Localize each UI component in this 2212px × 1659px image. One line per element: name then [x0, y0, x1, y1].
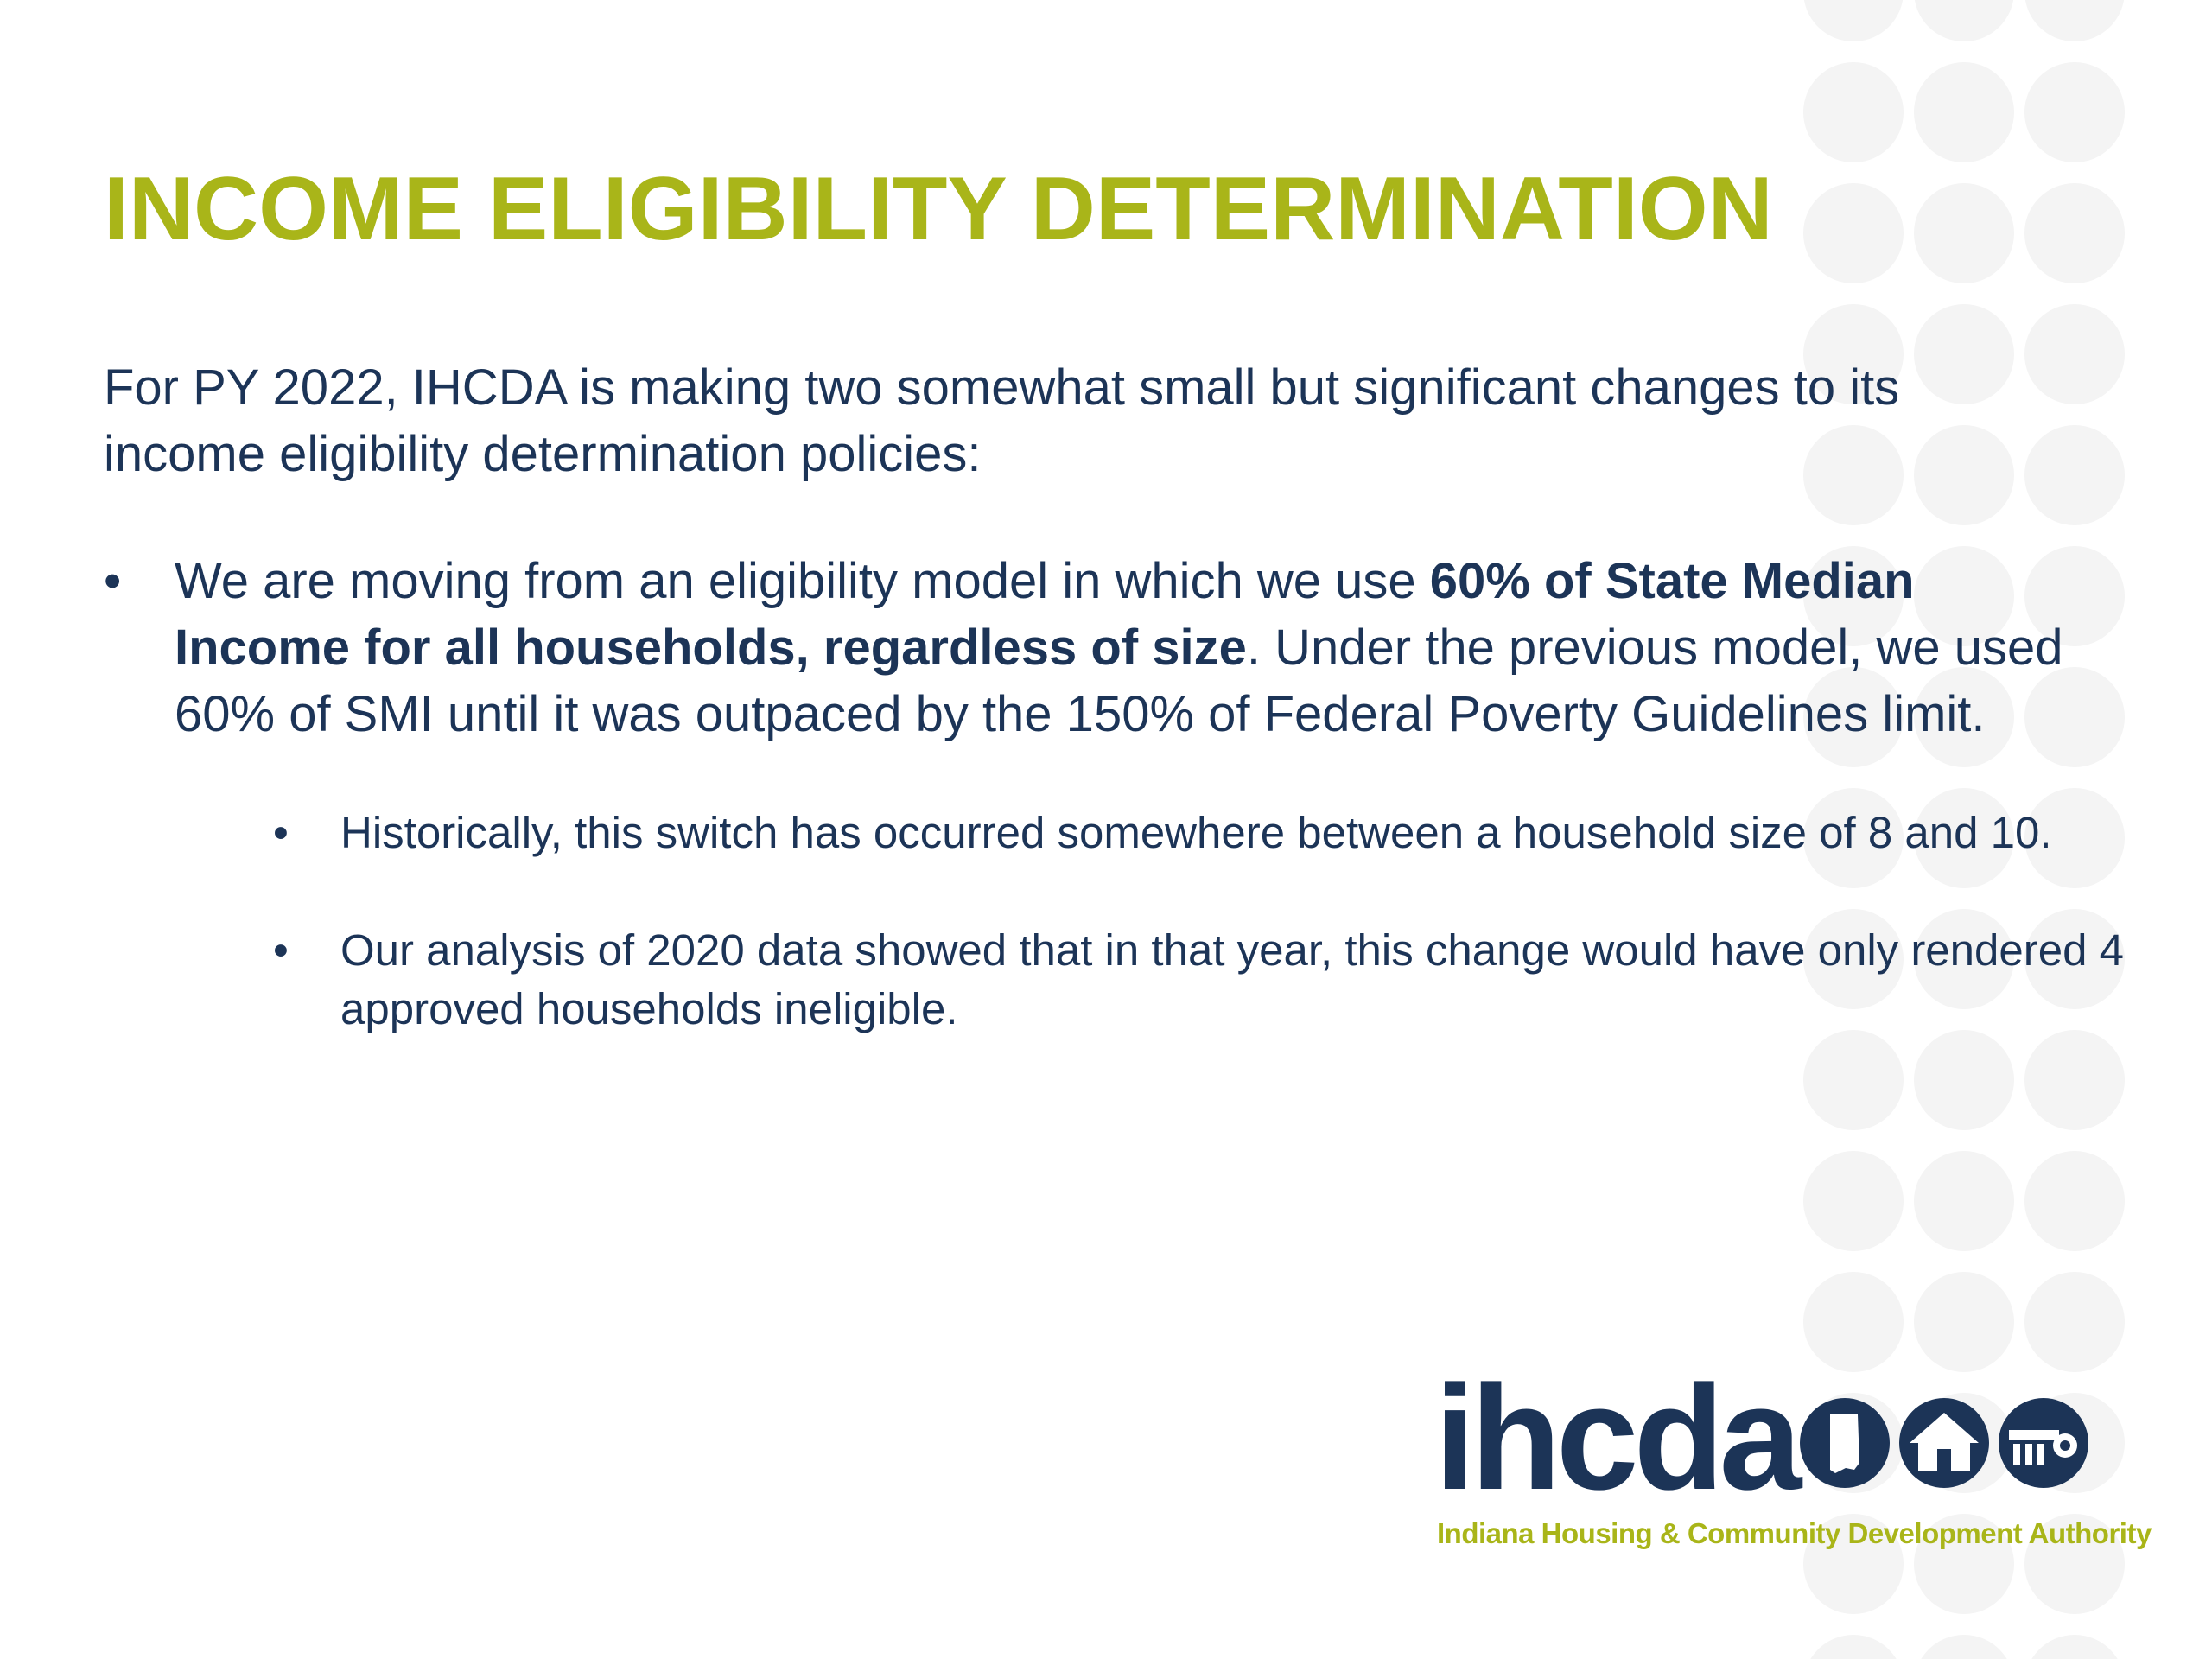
house-icon: [1899, 1398, 1989, 1488]
background-dot: [1914, 1272, 2014, 1372]
sub-bullet-marker: •: [273, 808, 289, 857]
background-dot: [1803, 0, 1904, 41]
indiana-state-icon: [1800, 1398, 1890, 1488]
background-dot: [1803, 183, 1904, 283]
background-dot: [2024, 1635, 2125, 1659]
logo-icons: [1797, 1395, 2091, 1491]
logo-wordmark: ihcda: [1434, 1355, 1797, 1521]
background-dot: [1803, 1635, 1904, 1659]
sub-bullet-text: Historically, this switch has occurred somewhere between a household size of 8 and 10.: [340, 808, 2052, 857]
main-bullet-text-start: We are moving from an eligibility model in which we use: [175, 553, 1430, 609]
sub-bullet: [104, 921, 2198, 1039]
building-icon: [1999, 1398, 2088, 1488]
bullet-marker: •: [104, 553, 122, 609]
slide-title: INCOME ELIGIBILITY DETERMINATION: [104, 159, 1773, 259]
slide-body: [104, 354, 2125, 1097]
background-dot: [1914, 0, 2014, 41]
sub-bullet-list: [104, 804, 2125, 1039]
main-bullet: [104, 548, 2100, 747]
background-dot: [1803, 1151, 1904, 1251]
background-dot: [2024, 183, 2125, 283]
sub-bullet: [104, 804, 2198, 862]
sub-bullet-marker: •: [273, 925, 289, 975]
logo-tagline: Indiana Housing & Community Development Authority: [1437, 1517, 2152, 1549]
bullet-list: [104, 548, 2100, 747]
sub-bullet-text: Our analysis of 2020 data showed that in that year, this change would have only rendered 4 approved households ineligible.: [340, 925, 2125, 1033]
background-dot: [1914, 1635, 2014, 1659]
background-dot: [1914, 1151, 2014, 1251]
background-dot: [1803, 1272, 1904, 1372]
main-bullet-bold-text: 60% of State Median Income for all households, regardless of size: [175, 553, 1915, 676]
background-dot: [1914, 183, 2014, 283]
background-dot: [1914, 62, 2014, 162]
intro-paragraph: For PY 2022, IHCDA is making two somewhat small but significant changes to its income eligibility determination policies:: [104, 359, 1900, 482]
main-bullet-text-end: . Under the previous model, we used 60% of SMI until it was outpaced by the 150% of Federal Poverty Guidelines limit.: [175, 620, 2063, 742]
background-dot: [2024, 1151, 2125, 1251]
ihcda-logo: [1434, 1355, 2152, 1573]
background-dot: [1803, 62, 1904, 162]
background-dot: [2024, 62, 2125, 162]
background-dot: [2024, 0, 2125, 41]
background-dot: [2024, 1272, 2125, 1372]
